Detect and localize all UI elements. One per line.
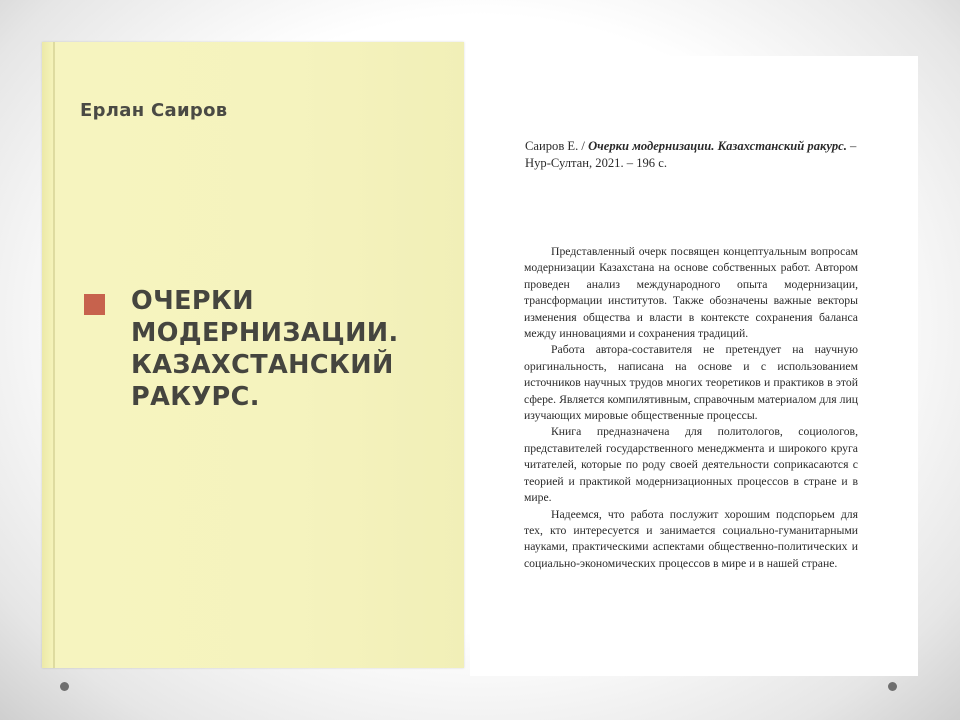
cover-title-line: КАЗАХСТАНСКИЙ: [131, 350, 394, 380]
book-cover: [42, 42, 464, 668]
abstract-paragraph: Работа автора-составителя не претендует на научную оригинальность, написана на основе и с использованием источников научных трудов многих теоретиков и практиков в этой сфере. Является компилятивным, справочным материалом для лиц изучающих мировые общественные процессы.: [524, 343, 858, 423]
slide-bullet-right: [888, 682, 897, 691]
book-imprint-page: [470, 56, 918, 676]
abstract-paragraph: Представленный очерк посвящен концептуальным вопросам модернизации Казахстана на основе собственных работ. Автором проведен анализ международного опыта модернизации, трансформации институтов. Также обозначены важные векторы изменения общества и власти в контексте сохранения баланса между инновациями и сохранения традиций.: [524, 245, 858, 341]
cover-spine-crease: [53, 42, 55, 668]
cover-author: Ерлан Саиров: [80, 100, 228, 121]
cover-accent-square: [84, 294, 105, 315]
citation-publication: – Нур-Султан, 2021. – 196 с.: [525, 139, 857, 170]
cover-title-line: МОДЕРНИЗАЦИИ.: [131, 318, 399, 348]
citation-title: Очерки модернизации. Казахстанский ракурс.: [588, 139, 847, 153]
abstract-paragraph: Книга предназначена для политологов, социологов, представителей государственного менеджмента и широкого круга читателей, которые по роду своей деятельности соприкасаются с теорией и практикой модернизационных процессов в стране и в мире.: [524, 425, 858, 505]
slide-bullet-left: [60, 682, 69, 691]
citation-author: Саиров Е. /: [525, 139, 589, 153]
cover-title-line: РАКУРС.: [131, 382, 260, 412]
abstract-text: [524, 244, 858, 572]
abstract-paragraph: Надеемся, что работа послужит хорошим подспорьем для тех, кто интересуется и занимается социально-гуманитарными науками, практическими аспектами общественно-политических и социально-экономических процессов в мире и в нашей стране.: [524, 507, 858, 570]
cover-title-line: ОЧЕРКИ: [131, 286, 254, 316]
cover-title: [131, 285, 451, 413]
bibliographic-citation: [525, 138, 865, 172]
